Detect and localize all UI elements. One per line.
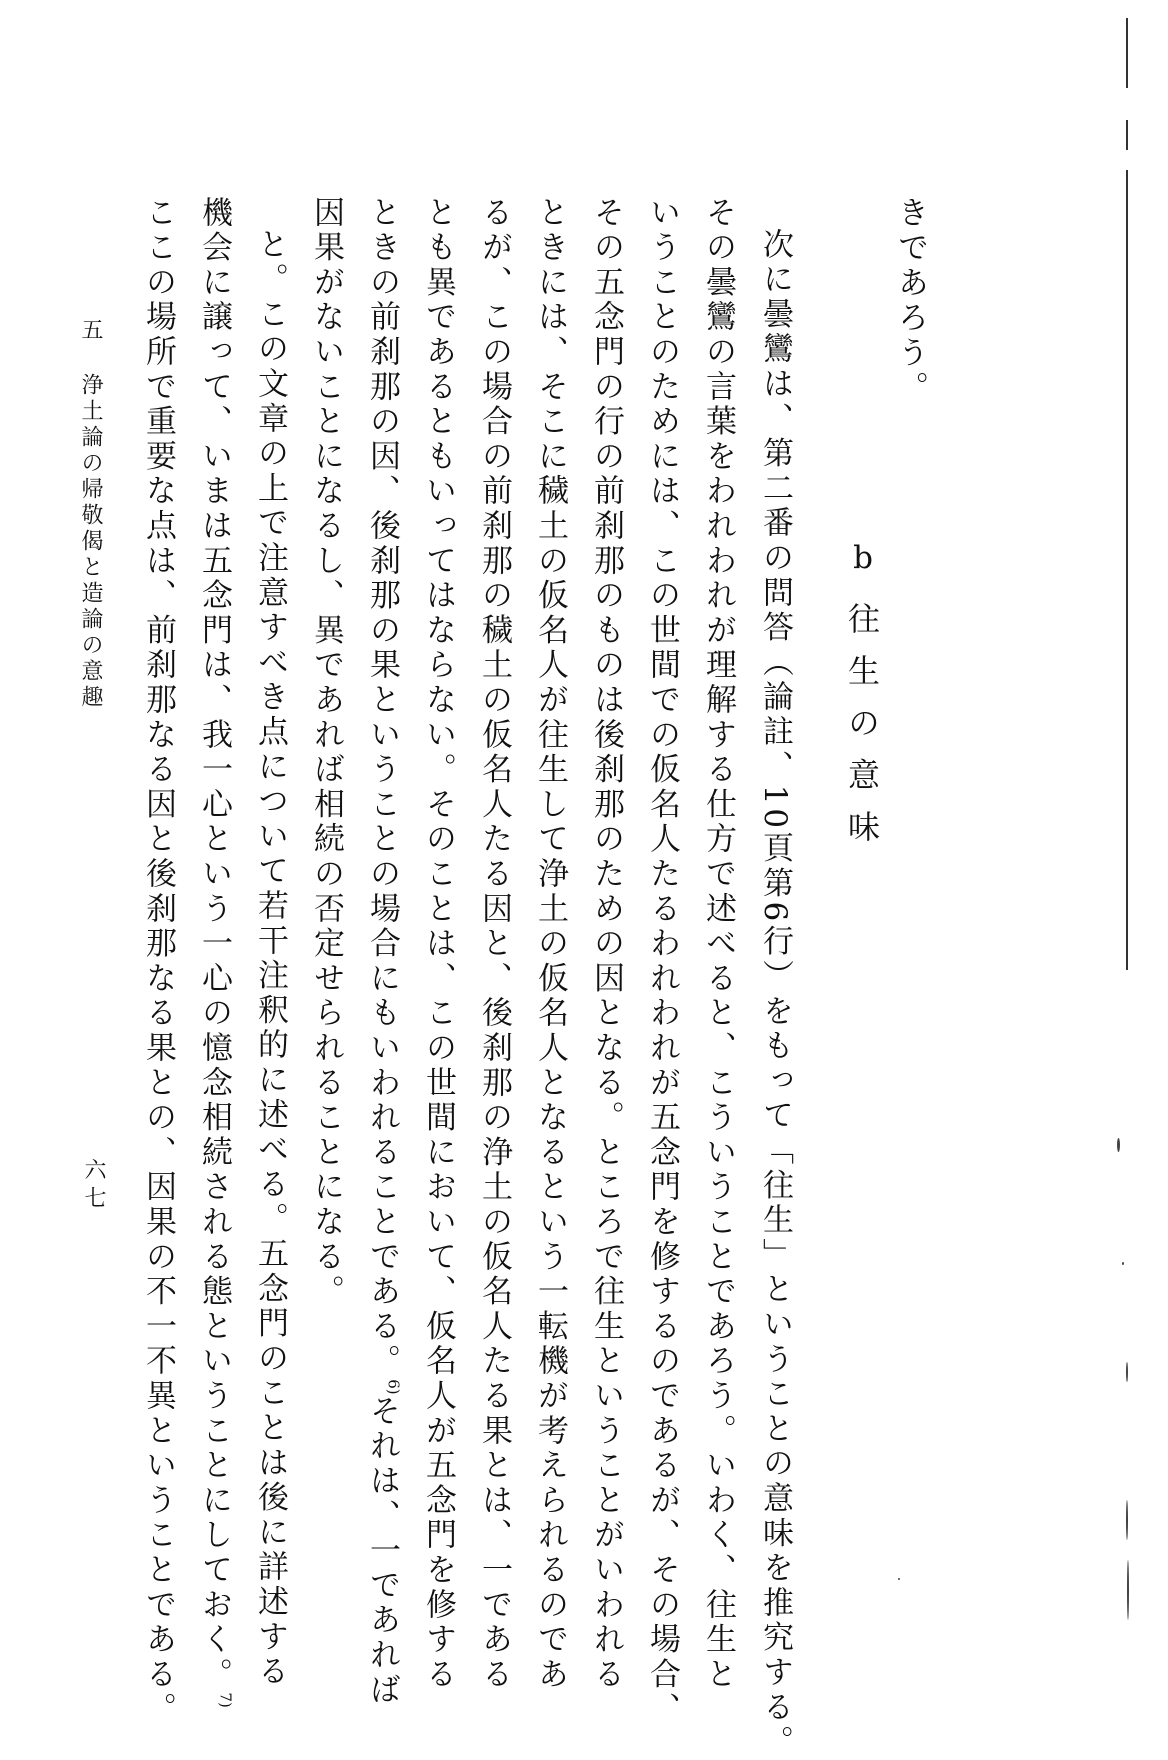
running-footer (75, 318, 106, 711)
text-column-11: と。この文章の上で注意すべき点について若干注釈的に述べる。五念門のことは後に詳述する (252, 228, 288, 1690)
text-column-12-part-a: 機会に譲って、いまは五念門は、我一心という一心の憶念相続される態ということにしておく。 (196, 196, 232, 1693)
text-column-8: とも異であるともいってはならない。そのことは、この世間において、仮名人が五念門を修する (420, 196, 456, 1693)
text-column-1: きであろう。 (892, 196, 928, 406)
text-column-9-part-a: ときの前刹那の因、後刹那の果ということの場合にもいわれることである。 (364, 196, 400, 1380)
section-heading-mark: b (845, 540, 881, 576)
text-column-12 (196, 196, 235, 1708)
text-column-6: ときには、そこに穢土の仮名人が往生して浄土の仮名人となるという一転機が考えられるのであ (532, 196, 568, 1693)
running-footer-chapter: 五 (78, 318, 103, 344)
scan-speck (1122, 1262, 1124, 1265)
scan-edge-line (1126, 170, 1128, 970)
scan-edge-line (1126, 120, 1128, 150)
scan-edge-line (1126, 18, 1128, 88)
text-column-3: その曇鸞の言葉をわれわれが理解する仕方で述べると、こういうことであろう。いわく、往生と (700, 196, 736, 1693)
running-footer-title: 浄土論の帰敬偈と造論の意趣 (78, 373, 103, 711)
text-column-9-part-b: それは、一であれば (364, 1394, 400, 1708)
footnote-marker-6: 6) (384, 1379, 403, 1395)
text-column-10: 因果がないことになるし、異であれば相続の否定せられることになる。 (308, 196, 344, 1310)
page-number: 六七 (81, 1158, 106, 1214)
scan-speck (1126, 1500, 1128, 1540)
section-heading (843, 540, 881, 862)
text-column-4: いうことのためには、この世間での仮名人たるわれわれが五念門を修するのであるが、その場合、 (644, 196, 680, 1728)
section-heading-title: 往生の意味 (843, 602, 881, 862)
scan-speck (1117, 1138, 1120, 1152)
text-column-2: 次に曇鸞は、第二番の問答（論註、10頁第6行）をもって「往生」ということの意味を推究する。 (757, 228, 793, 1760)
scan-speck (1126, 1362, 1128, 1382)
text-column-9 (364, 196, 403, 1708)
footnote-marker-7: 7) (216, 1692, 235, 1708)
text-column-13: ここの場所で重要な点は、前刹那なる因と後刹那なる果との、因果の不一不異ということである。 (140, 196, 176, 1728)
scan-speck (1127, 1560, 1129, 1620)
scan-speck (898, 1578, 900, 1580)
text-column-5: その五念門の行の前刹那のものは後刹那のための因となる。ところで往生ということがいわれる (588, 196, 624, 1693)
text-column-7: るが、この場合の前刹那の穢土の仮名人たる因と、後刹那の浄土の仮名人たる果とは、一である (476, 196, 512, 1693)
